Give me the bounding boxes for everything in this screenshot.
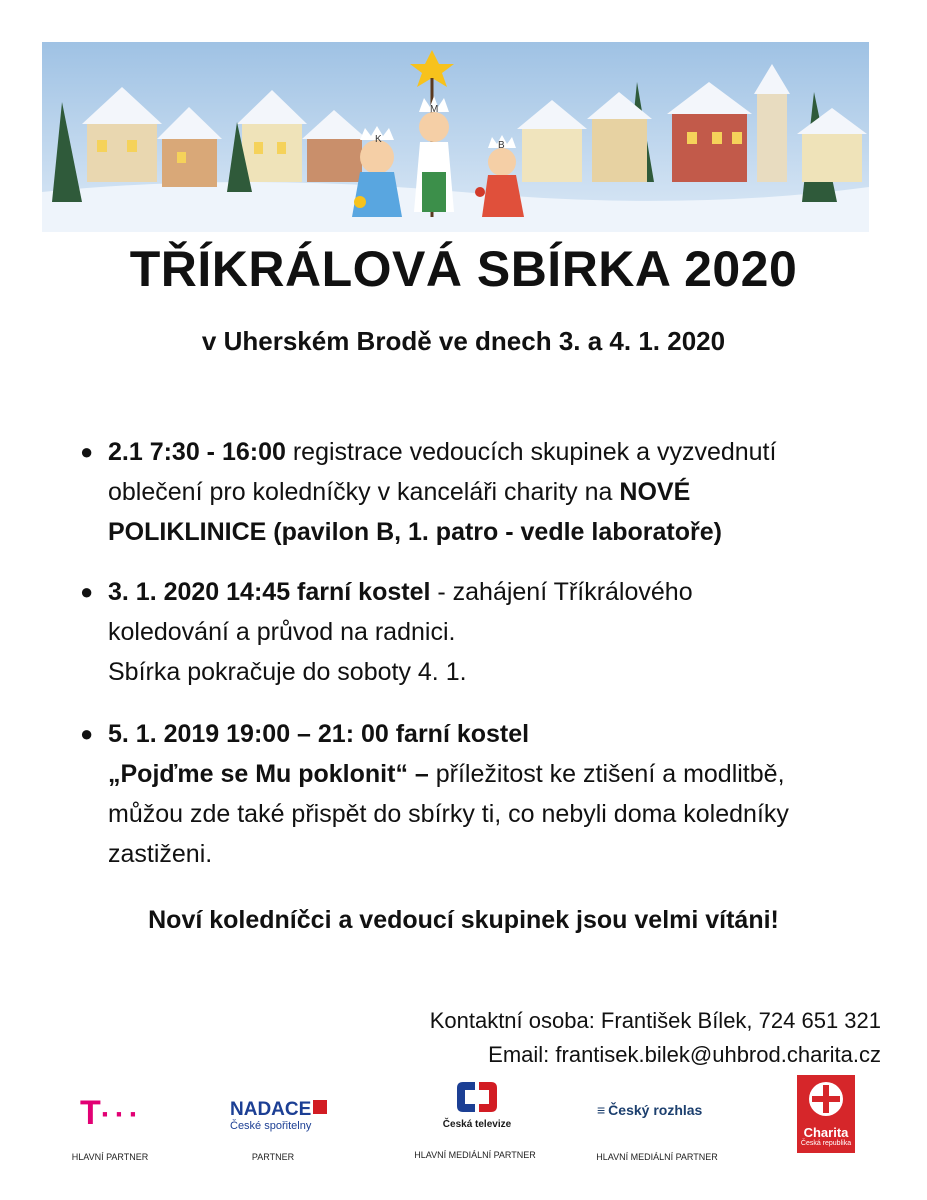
telekom-mark: T [80,1094,101,1132]
contact-block [430,1004,881,1072]
cr-logo [597,1102,702,1120]
event-text: Sbírka pokračuje do soboty 4. 1. [108,658,467,686]
charita-cross-icon [797,1075,855,1121]
label-m: M [430,104,439,115]
cr-icon: ≡ [597,1102,606,1118]
event-place: POLIKLINICE (pavilon B, 1. patro - vedle laboratoře) [108,518,722,546]
event-time: 3. 1. 2020 14:45 farní kostel [108,578,431,606]
event-text: registrace vedoucích skupinek a vyzvednutí [285,438,777,466]
event-text: koledování a průvod na radnici. [108,618,456,646]
cr-name: Český rozhlas [608,1102,703,1118]
telekom-caption: HLAVNÍ PARTNER [71,1152,149,1162]
spořitelna-icon [313,1100,327,1114]
nadace-caption: PARTNER [251,1152,295,1162]
label-b: B [498,140,505,151]
event-title: „Pojďme se Mu poklonit“ – [108,760,429,788]
event-list [80,432,870,896]
winter-village-illustration [42,42,869,232]
event-text: můžou zde také přispět do sbírky ti, co nebyli doma koledníky [108,800,789,828]
charita-sub: Česká republika [800,1140,852,1147]
nadace-name: NADACE [230,1099,312,1120]
nadace-logo [230,1100,327,1132]
list-item [80,432,870,552]
event-text: - zahájení Tříkrálového [430,578,693,606]
welcome-message: Noví koledníčci a vedoucí skupinek jsou velmi vítáni! [148,906,779,934]
label-k: K [375,134,382,145]
charita-logo [797,1075,855,1153]
contact-person: Kontaktní osoba: František Bílek, 724 651 321 [429,1008,881,1033]
bullet-icon: ● [80,439,94,464]
event-place: NOVÉ [619,478,691,506]
bullet-icon: ● [80,579,94,604]
page-title: TŘÍKRÁLOVÁ SBÍRKA 2020 [129,241,798,297]
list-item [80,714,870,874]
partner-logos [0,1070,927,1190]
cr-caption: HLAVNÍ MEDIÁLNÍ PARTNER [596,1152,718,1162]
charita-name: Charita [803,1125,849,1140]
ct-caption: HLAVNÍ MEDIÁLNÍ PARTNER [414,1150,536,1160]
nadace-sub: České spořitelny [230,1120,312,1132]
telekom-dots: ··· [100,1098,143,1131]
event-time: 2.1 7:30 - 16:00 [108,438,286,466]
telekom-logo [80,1094,143,1133]
bullet-icon: ● [80,721,94,746]
contact-email: Email: frantisek.bilek@uhbrod.charita.cz [488,1042,881,1067]
ct-icon [455,1080,499,1114]
ct-name: Česká televize [442,1119,512,1130]
event-text: příležitost ke ztišení a modlitbě, [428,760,785,788]
list-item [80,572,870,692]
event-text: zastiženi. [108,840,213,868]
header-illustration [42,42,869,232]
ct-logo [432,1080,522,1130]
event-text: oblečení pro koledníčky v kanceláři charity na [108,478,620,506]
event-time: 5. 1. 2019 19:00 – 21: 00 farní kostel [108,720,530,748]
page-subtitle: v Uherském Brodě ve dnech 3. a 4. 1. 2020 [201,326,726,356]
